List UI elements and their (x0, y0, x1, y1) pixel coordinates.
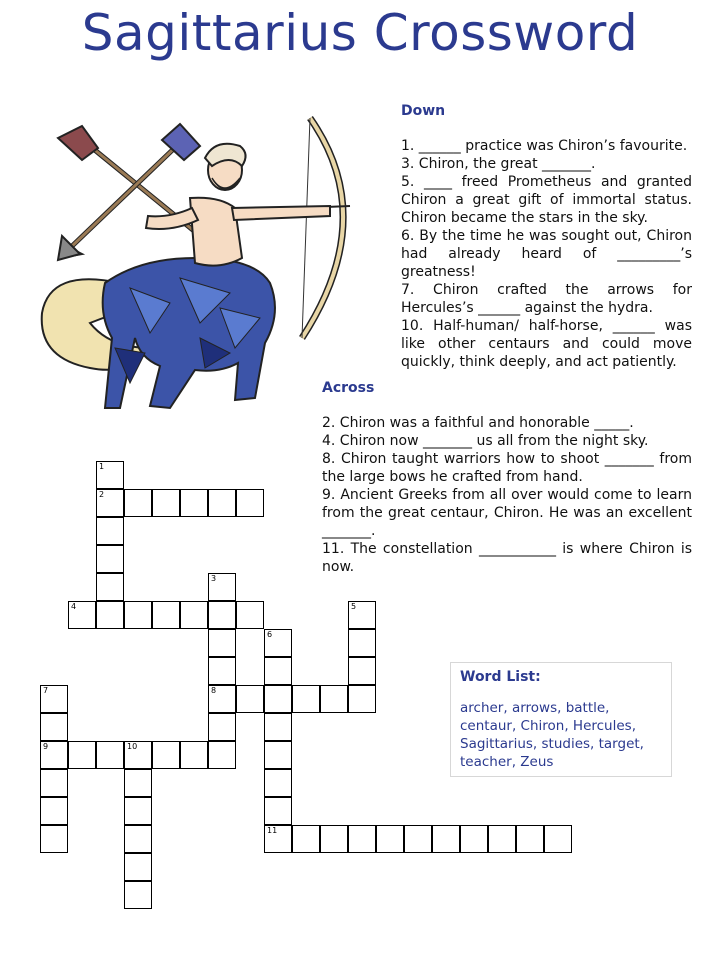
down-clue: 7. Chiron crafted the arrows for Hercules’s ______ against the hydra. (401, 282, 692, 316)
crossword-cell[interactable] (68, 601, 96, 629)
word-list-box (450, 662, 672, 777)
crossword-cell[interactable] (96, 517, 124, 545)
crossword-cell[interactable] (348, 657, 376, 685)
centaur-archer-illustration (20, 108, 360, 428)
crossword-cell[interactable] (404, 825, 432, 853)
crossword-cell[interactable] (460, 825, 488, 853)
crossword-cell[interactable] (152, 741, 180, 769)
crossword-cell[interactable] (208, 601, 236, 629)
crossword-cell[interactable] (40, 741, 68, 769)
crossword-cell[interactable] (96, 573, 124, 601)
crossword-cell[interactable] (208, 741, 236, 769)
crossword-cell[interactable] (264, 769, 292, 797)
crossword-cell[interactable] (180, 601, 208, 629)
crossword-cell[interactable] (236, 601, 264, 629)
crossword-cell[interactable] (96, 601, 124, 629)
clue-number: 4 (71, 602, 77, 611)
crossword-cell[interactable] (96, 545, 124, 573)
crossword-cell[interactable] (96, 741, 124, 769)
crossword-cell[interactable] (348, 629, 376, 657)
across-heading: Across (322, 380, 375, 396)
down-heading: Down (401, 103, 446, 119)
crossword-cell[interactable] (180, 489, 208, 517)
crossword-cell[interactable] (236, 685, 264, 713)
crossword-cell[interactable] (40, 685, 68, 713)
crossword-cell[interactable] (208, 629, 236, 657)
crossword-cell[interactable] (40, 797, 68, 825)
down-clue-list (401, 137, 692, 371)
across-clue: 11. The constellation ___________ is where Chiron is now. (322, 541, 692, 575)
crossword-cell[interactable] (208, 573, 236, 601)
clue-number: 9 (43, 742, 49, 751)
page-title: Sagittarius Crossword (81, 4, 639, 62)
crossword-cell[interactable] (236, 489, 264, 517)
across-clue: 8. Chiron taught warriors how to shoot _______ from the large bows he crafted from hand. (322, 451, 692, 485)
crossword-cell[interactable] (264, 741, 292, 769)
crossword-cell[interactable] (124, 797, 152, 825)
crossword-cell[interactable] (208, 713, 236, 741)
crossword-cell[interactable] (152, 489, 180, 517)
crossword-cell[interactable] (544, 825, 572, 853)
clue-number: 8 (211, 686, 217, 695)
crossword-cell[interactable] (292, 685, 320, 713)
crossword-cell[interactable] (152, 601, 180, 629)
clue-number: 10 (127, 742, 138, 751)
crossword-cell[interactable] (320, 685, 348, 713)
crossword-cell[interactable] (96, 461, 124, 489)
crossword-cell[interactable] (208, 685, 236, 713)
across-clue-list (322, 414, 692, 576)
down-clue: 6. By the time he was sought out, Chiron had already heard of _________’s greatness! (401, 228, 692, 280)
clue-number: 5 (351, 602, 357, 611)
crossword-cell[interactable] (68, 741, 96, 769)
crossword-cell[interactable] (124, 881, 152, 909)
crossword-cell[interactable] (124, 489, 152, 517)
down-clue: 3. Chiron, the great _______. (401, 156, 596, 172)
word-list-heading: Word List: (460, 669, 541, 685)
crossword-cell[interactable] (488, 825, 516, 853)
crossword-cell[interactable] (264, 657, 292, 685)
crossword-cell[interactable] (320, 825, 348, 853)
crossword-cell[interactable] (124, 741, 152, 769)
crossword-cell[interactable] (516, 825, 544, 853)
crossword-cell[interactable] (264, 685, 292, 713)
crossword-cell[interactable] (208, 657, 236, 685)
crossword-cell[interactable] (124, 769, 152, 797)
crossword-cell[interactable] (264, 713, 292, 741)
clue-number: 6 (267, 630, 273, 639)
crossword-cell[interactable] (376, 825, 404, 853)
clue-number: 2 (99, 490, 105, 499)
across-clue: 9. Ancient Greeks from all over would come to learn from the great centaur, Chiron. He was an excellent _______. (322, 487, 692, 539)
crossword-cell[interactable] (124, 825, 152, 853)
crossword-cell[interactable] (264, 629, 292, 657)
crossword-cell[interactable] (124, 853, 152, 881)
crossword-cell[interactable] (96, 489, 124, 517)
across-clue: 4. Chiron now _______ us all from the night sky. (322, 433, 649, 449)
crossword-cell[interactable] (40, 769, 68, 797)
clue-number: 1 (99, 462, 105, 471)
crossword-cell[interactable] (348, 825, 376, 853)
crossword-cell[interactable] (292, 825, 320, 853)
clue-number: 11 (267, 826, 278, 835)
down-clue: 10. Half-human/ half-horse, ______ was like other centaurs and could move quickly, think deeply, and act patiently. (401, 318, 692, 370)
crossword-cell[interactable] (124, 601, 152, 629)
crossword-cell[interactable] (348, 685, 376, 713)
crossword-cell[interactable] (264, 797, 292, 825)
crossword-cell[interactable] (40, 825, 68, 853)
clue-number: 3 (211, 574, 217, 583)
crossword-cell[interactable] (264, 825, 292, 853)
crossword-cell[interactable] (208, 489, 236, 517)
crossword-cell[interactable] (348, 601, 376, 629)
down-clue: 5. ____ freed Prometheus and granted Chiron a great gift of immortal status. Chiron became the stars in the sky. (401, 174, 692, 226)
crossword-cell[interactable] (432, 825, 460, 853)
crossword-cell[interactable] (40, 713, 68, 741)
clue-number: 7 (43, 686, 49, 695)
word-list-words: archer, arrows, battle, centaur, Chiron, Hercules, Sagittarius, studies, target, teacher, Zeus (460, 700, 644, 770)
down-clue: 1. ______ practice was Chiron’s favourite. (401, 138, 688, 154)
across-clue: 2. Chiron was a faithful and honorable _____. (322, 415, 634, 431)
crossword-cell[interactable] (180, 741, 208, 769)
